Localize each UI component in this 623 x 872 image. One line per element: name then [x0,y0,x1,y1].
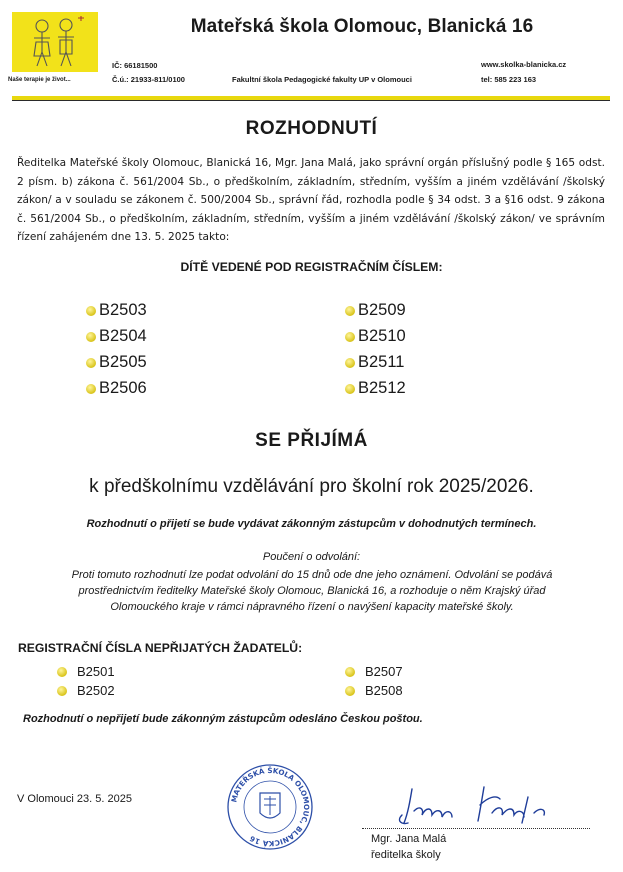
list-item: B2512 [345,379,406,398]
school-name: Mateřská škola Olomouc, Blanická 16 [190,16,534,37]
accept-subtitle: k předškolnímu vzdělávání pro školní rok 2025/2026. [89,476,534,497]
phone-number: tel: 585 223 163 [481,75,537,84]
accept-title: SE PŘIJÍMÁ [255,430,368,451]
header-divider [12,96,610,101]
smiley-icon [86,358,96,368]
handwritten-signature [388,783,566,827]
bank-account: Č.ú.: 21933-811/0100 [112,75,185,84]
signature-line [362,828,590,829]
list-item: B2501 [57,664,115,679]
website-link: www.skolka-blanicka.cz [481,60,567,69]
intro-paragraph: Ředitelka Mateřské školy Olomouc, Blanická 16, Mgr. Jana Malá, jako správní orgán příslušný podle § 165 odst. 2 písm. b) zákona č. 561/2004 Sb., o předškolním, základním, středním, vyšším a jiném vzdělávání /školský zákon/ a v souladu se zákonem č. 500/2004 Sb., správní řád, rozhodla podle § 34 odst. 3 a §16 odst. 9 zákona č. 561/2004 Sb., o předškolním, základním, středním, vyšším a jiném vzdělávání /školský zákon/ ve správním řízení zahájeném dne 13. 5. 2025 takto: [17,157,605,243]
document-title: ROZHODNUTÍ [245,118,378,139]
logo-caption: Naše terapie je život... [8,77,71,83]
smiley-icon [57,686,67,696]
reject-note: Rozhodnutí o nepřijetí bude zákonným zástupcům odesláno Českou poštou. [23,713,423,725]
list-item: B2502 [57,683,115,698]
appeal-title: Poučení o odvolání: [262,551,361,563]
faculty-note: Fakultní škola Pedagogické fakulty UP v Olomouci [232,75,412,84]
school-logo [12,12,98,72]
rejected-heading: REGISTRAČNÍ ČÍSLA NEPŘIJATÝCH ŽADATELŮ: [18,641,303,655]
smiley-icon [86,384,96,394]
list-item: B2510 [345,327,406,346]
signer-role: ředitelka školy [371,849,441,861]
list-item: B2506 [86,379,147,398]
list-item: B2511 [345,353,405,372]
list-item: B2508 [345,683,403,698]
smiley-icon [345,667,355,677]
list-item: B2503 [86,301,147,320]
smiley-icon [86,306,96,316]
ic-number: IČ: 66181500 [112,61,158,70]
smiley-icon [345,686,355,696]
list-item: B2507 [345,664,403,679]
smiley-icon [345,358,355,368]
smiley-icon [345,332,355,342]
list-item: B2509 [345,301,406,320]
place-date: V Olomouci 23. 5. 2025 [17,793,132,805]
list-item: B2504 [86,327,147,346]
appeal-text: Proti tomuto rozhodnutí lze podat odvolání do 15 dnů ode dne jeho oznámení. Odvolání se podává prostřednictvím ředitelky Mateřské školy Olomouc, Blanická 16, a rozhoduje o něm Krajský úřad Olomouckého kraje v rámci nápravného řízení o navýšení kapacity mateřské školy. [71,569,553,613]
smiley-icon [57,667,67,677]
smiley-icon [86,332,96,342]
smiley-icon [345,384,355,394]
school-stamp [226,763,314,851]
smiley-icon [345,306,355,316]
list-item: B2505 [86,353,147,372]
registered-heading: DÍTĚ VEDENÉ POD REGISTRAČNÍM ČÍSLEM: [180,260,443,274]
svg-text:MATEŘSKÁ ŠKOLA OLOMOUC, BLANIC: MATEŘSKÁ ŠKOLA OLOMOUC, BLANICKÁ 16 [229,765,312,849]
decision-note: Rozhodnutí o přijetí se bude vydávat zákonným zástupcům v dohodnutých termínech. [86,518,537,530]
signer-name: Mgr. Jana Malá [371,833,447,845]
